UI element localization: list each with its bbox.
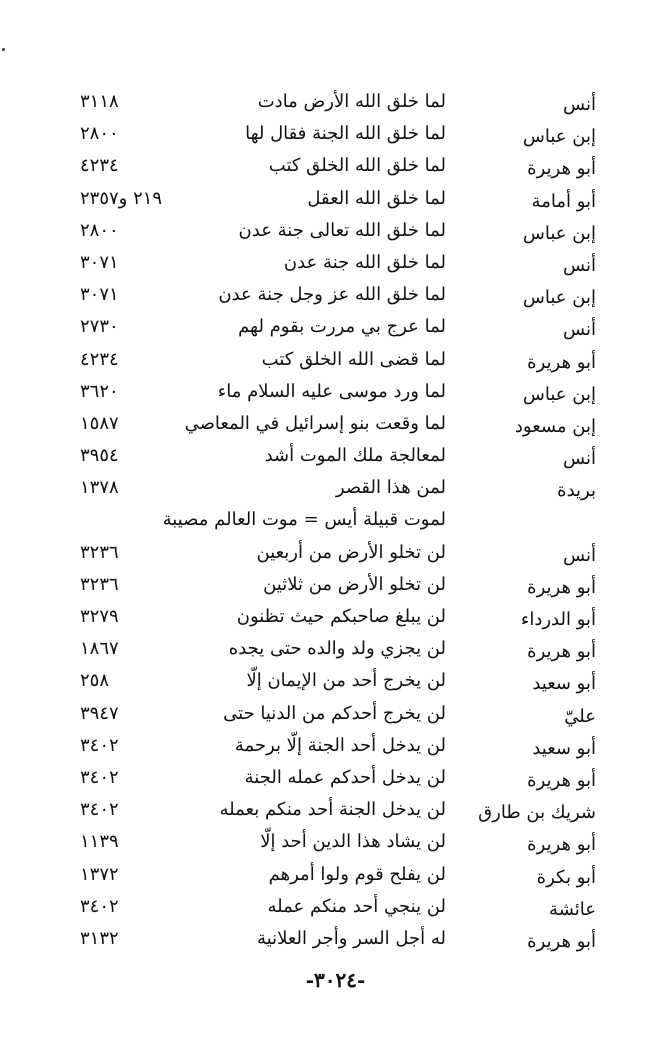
index-row [0,472,671,504]
hadith-reference-number: ١٥٨٧ [80,412,119,434]
narrator-name: أبو هريرة [527,576,596,598]
hadith-reference-number: ١١٣٩ [80,831,119,853]
narrator-name: إبن مسعود [514,415,596,437]
narrator-name: أنس [563,544,596,566]
narrator-name: عائشة [549,898,596,920]
narrator-name: أبو هريرة [527,158,596,180]
index-row [0,698,671,730]
narrator-name: إبن عباس [522,383,596,405]
hadith-reference-number: ٣٤٠٢ [80,734,119,756]
narrator-name: شريك بن طارق [478,802,596,824]
hadith-reference-number: ٢٥٨ [80,670,110,692]
index-row [0,183,671,215]
hadith-reference-number: ١٨٦٧ [80,638,119,660]
narrator-name: أبو هريرة [527,930,596,952]
index-row [0,794,671,826]
narrator-name: عليّ [564,705,596,727]
hadith-incipit: لن تخلو الأرض من ثلاثين [263,573,446,595]
index-row [0,504,671,536]
index-row [0,537,671,569]
hadith-reference-number: ٣٤٠٢ [80,895,119,917]
narrator-name: أنس [563,448,596,470]
hadith-reference-number: ٣٢٣٦ [80,573,119,595]
narrator-name: أنس [563,319,596,341]
page-number: -٣٠٢٤- [305,968,366,992]
index-row [0,891,671,923]
index-row [0,923,671,955]
hadith-incipit: لما وقعت بنو إسرائيل في المعاصي [184,412,446,434]
hadith-incipit: لن يدخل أحدكم عمله الجنة [244,766,446,788]
hadith-incipit: لن يشاد هذا الدين أحد إلّا [260,831,446,853]
hadith-reference-number: ٢٨٠٠ [80,219,119,241]
hadith-reference-number: ٣١١٨ [80,91,119,112]
hadith-reference-number: ٤٢٣٤ [80,348,119,370]
hadith-reference-number: ٣٤٠٢ [80,799,119,821]
index-row [0,247,671,279]
hadith-reference-number: ٣٩٤٧ [80,702,119,724]
index-row [0,633,671,665]
hadith-reference-number: ١٣٧٨ [80,477,119,499]
narrator-name: أبو هريرة [527,641,596,663]
index-row [0,150,671,182]
hadith-incipit: لما خلق الله عز وجل جنة عدن [218,284,446,306]
index-row [0,762,671,794]
hadith-reference-number: ٣٠٧١ [80,284,119,306]
hadith-incipit: لما خلق الله الخلق كتب [268,155,446,177]
index-row [0,118,671,150]
hadith-reference-number: ٣٢٣٦ [80,541,119,563]
index-row [0,859,671,891]
index-row [0,665,671,697]
hadith-incipit: لما خلق الله تعالى جنة عدن [238,219,446,241]
narrator-name: أبو هريرة [527,769,596,791]
hadith-index-table [0,86,671,955]
hadith-incipit: لن يدخل الجنة أحد منكم بعمله [219,799,446,821]
narrator-name: أبو هريرة [527,834,596,856]
narrator-name: إبن عباس [522,287,596,309]
hadith-incipit: لن تخلو الأرض من أربعين [256,541,446,563]
index-row [0,440,671,472]
hadith-reference-number: ٢٨٠٠ [80,123,119,145]
hadith-incipit: لما خلق الله الأرض مادت [257,91,446,112]
narrator-name: أبو سعيد [532,737,596,759]
hadith-incipit: لما عرج بي مررت بقوم لهم [238,316,446,338]
hadith-incipit: لن يجزي ولد والده حتى يجده [228,638,446,660]
hadith-incipit: لن يدخل أحد الجنة إلّا برحمة [234,734,446,756]
hadith-reference-number: ٣٢٧٩ [80,606,119,627]
hadith-incipit: له أجل السر وأجر العلانية [256,927,446,949]
narrator-name: أبو هريرة [527,351,596,373]
hadith-reference-number: ٣٦٢٠ [80,380,119,402]
narrator-name: أنس [563,94,596,115]
hadith-reference-number: ٣٠٧١ [80,251,119,273]
narrator-name: أبو سعيد [532,673,596,695]
index-row [0,601,671,633]
narrator-name: إبن عباس [522,126,596,148]
hadith-reference-number: ٤٢٣٤ [80,155,119,177]
hadith-incipit: لن يفلح قوم ولوا أمرهم [268,863,446,885]
index-row [0,569,671,601]
hadith-incipit: لن يخرج أحد من الإيمان إلّا [246,670,446,692]
index-row [0,86,671,118]
hadith-reference-number: ٣٤٠٢ [80,766,119,788]
hadith-incipit: لن يبلغ صاحبكم حيث تظنون [236,606,446,627]
hadith-reference-number: ٢٧٣٠ [80,316,119,338]
hadith-incipit: لن يخرج أحدكم من الدنيا حتى [223,702,446,724]
index-row [0,376,671,408]
hadith-reference-number: ٣٩٥٤ [80,445,119,467]
hadith-incipit: لمن هذا القصر [335,477,446,499]
hadith-incipit: لما خلق الله العقل [307,187,446,209]
narrator-name: أبو أمامة [531,190,596,212]
index-row [0,215,671,247]
hadith-reference-number: ١٣٧٢ [80,863,119,885]
narrator-name: أنس [563,254,596,276]
index-row [0,408,671,440]
narrator-name: بريدة [557,480,596,502]
narrator-name: إبن عباس [522,222,596,244]
narrator-name: أبو الدرداء [520,609,596,630]
margin-dot [2,48,5,51]
hadith-incipit: لما ورد موسى عليه السلام ماء [217,380,446,402]
index-row [0,311,671,343]
index-row [0,730,671,762]
index-row [0,344,671,376]
hadith-incipit: لموت قبيلة أيس = موت العالم مصيبة [162,509,446,531]
hadith-incipit: لما خلق الله الجنة فقال لها [245,123,446,145]
hadith-reference-number: ٢١٩ و٢٣٥٧ [80,187,163,209]
hadith-incipit: لن ينجي أحد منكم عمله [267,895,446,917]
hadith-incipit: لما خلق الله جنة عدن [283,251,446,273]
index-row [0,826,671,858]
hadith-incipit: لما قضى الله الخلق كتب [261,348,446,370]
index-row [0,279,671,311]
hadith-incipit: لمعالجة ملك الموت أشد [264,445,446,467]
narrator-name: أبو بكرة [536,866,596,888]
hadith-reference-number: ٣١٣٢ [80,927,119,949]
